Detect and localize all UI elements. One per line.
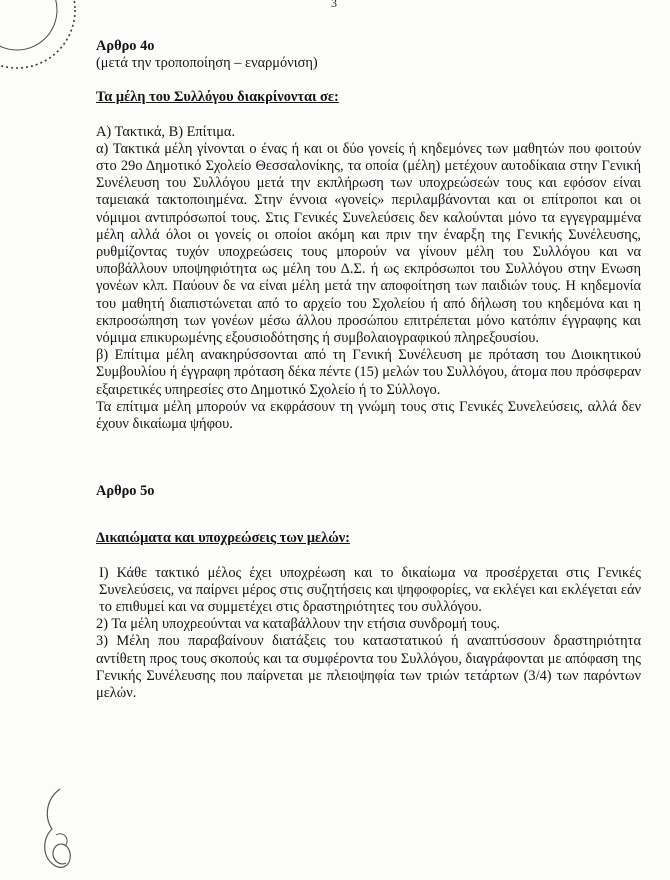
article-5-item-3: 3) Μέλη που παραβαίνουν διατάξεις του καταστατικού ή αναπτύσσουν δραστηριότητα αντίθετη προς τους σκοπούς και τα συμφέροντα του Συλλόγου, διαγράφονται με απόφαση της Γενικής Συνέλευσης που παίρνεται με πλειοψηφία των τριών τετάρτων (3/4) των παρόντων μελών.	[96, 633, 641, 702]
article-5-heading: Δικαιώματα και υποχρεώσεις των μελών:	[96, 530, 350, 547]
article-5-title: Αρθρο 5ο	[96, 483, 155, 500]
stamp-text	[0, 0, 38, 10]
article-5-item-1: I) Κάθε τακτικό μέλος έχει υποχρέωση και το δικαίωμα να προσέρχεται στις Γενικές Συνελεύσεις, να παίρνει μέρος στις συζητήσεις και ψηφοφορίες, να εκλέγει και εκλέγεται εάν το επιθυμεί και να συμμετέχει στις δραστηριότητες του συλλόγου.	[99, 564, 641, 616]
article-4-paragraph-a: α) Τακτικά μέλη γίνονται ο ένας ή και οι δύο γονείς ή κηδεμόνες των μαθητών που φοιτούν στο 29ο Δημοτικό Σχολείο Θεσσαλονίκης, τα οποία (μέλη) μετέχουν αυτοδίκαια στην Γενική Συνέλευση του Συλλόγου μετά την εκπλήρωση των υποχρεώσεών τους και εφόσον είναι ταμειακά τακτοποιημένα. Στην έννοια «γονείς» περιλαμβάνονται και οι επίτροποι και οι νόμιμοι αντιπρόσωποί τους. Στις Γενικές Συνελεύσεις δεν καλούνται μόνο τα εγγεγραμμένα μέλη αλλά όλοι οι γονείς οι οποίοι ακόμη και πριν την έναρξη της Γενικής Συνέλευσης, ρυθμίζοντας τυχόν υποχρεώσεις τους μπορούν να γίνουν μέλη του Συλλόγου και να υποβάλλουν υποψηφιότητα ως μέλη του Δ.Σ. ή ως εκπρόσωποι του Συλλόγου στην Ενωση γονέων κλπ. Παύουν δε να είναι μέλη μετά την αποφοίτηση των παιδιών τους. Η κηδεμονία του μαθητή διαπιστώνεται από το αρχείο του Σχολείου ή από δήλωση του κηδεμόνα και η εκπροσώπηση των γονέων μέσω άλλου προσώπου επιτρέπεται μόνο κατόπιν έγγραφης και νόμιμα επικυρωμένης εξουσιοδότησης ή συμβολαιογραφικού πληρεξουσίου.	[96, 140, 641, 347]
article-4-subtitle: (μετά την τροποποίηση – εναρμόνιση)	[96, 55, 318, 72]
article-4-title: Αρθρο 4ο	[96, 38, 155, 54]
school-stamp	[0, 0, 82, 75]
svg-text:Δημοτικό Σχολείο	[0, 0, 38, 10]
page-number: 3	[331, 0, 337, 10]
article-5-item-2: 2) Τα μέλη υποχρεούνται να καταβάλλουν την ετήσια συνδρομή τους.	[96, 616, 500, 633]
article-4-intro: Α) Τακτικά, Β) Επίτιμα.	[96, 123, 236, 140]
article-4-paragraph-c: Τα επίτιμα μέλη μπορούν να εκφράσουν τη γνώμη τους στις Γενικές Συνελεύσεις, αλλά δεν έχουν δικαίωμα ψήφου.	[96, 398, 641, 433]
article-4-paragraph-b: β) Επίτιμα μέλη ανακηρύσσονται από τη Γενική Συνέλευση με πρόταση του Διοικητικού Συμβουλίου ή έγγραφη πρόταση δέκα πέντε (15) μελών του Συλλόγου, άτομα που πρόσφεραν εξαιρετικές υπηρεσίες στο Δημοτικό Σχολείο ή το Σύλλογο.	[96, 347, 641, 398]
document-body	[96, 38, 641, 702]
handwritten-initials-icon	[40, 787, 82, 879]
article-4-heading: Τα μέλη του Συλλόγου διακρίνονται σε:	[96, 89, 339, 106]
